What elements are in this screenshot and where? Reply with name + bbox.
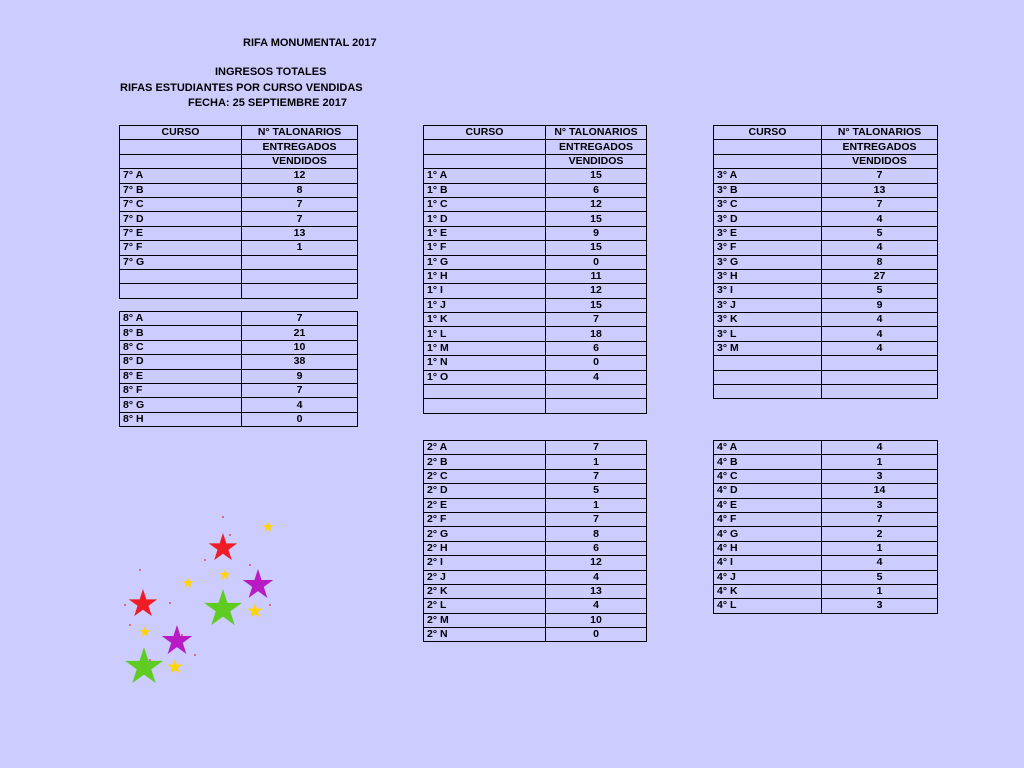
curso-cell: 3° H <box>714 269 822 283</box>
curso-cell: 3° D <box>714 212 822 226</box>
vendidos-cell: 3 <box>822 599 938 613</box>
curso-cell: 4° J <box>714 570 822 584</box>
vendidos-cell: 14 <box>822 484 938 498</box>
purple-star-icon <box>243 569 273 598</box>
curso-cell: 4° G <box>714 527 822 541</box>
vendidos-cell: 10 <box>546 613 647 627</box>
vendidos-cell: 8 <box>546 527 647 541</box>
vendidos-cell: 7 <box>822 512 938 526</box>
table-header <box>714 126 938 169</box>
table-row <box>424 484 647 498</box>
vendidos-cell: 7 <box>546 441 647 455</box>
curso-cell <box>714 356 822 370</box>
vendidos-cell: 7 <box>242 197 358 211</box>
table-row <box>714 169 938 183</box>
table-row <box>714 584 938 598</box>
entregados-header: ENTREGADOS <box>546 140 647 154</box>
table-row <box>424 197 647 211</box>
curso-cell: 1° K <box>424 313 546 327</box>
curso-cell: 1° C <box>424 197 546 211</box>
table-row <box>714 327 938 341</box>
curso-header: CURSO <box>424 126 546 140</box>
vendidos-cell: 12 <box>546 284 647 298</box>
curso-cell: 1° E <box>424 226 546 240</box>
yellow-star-icon <box>182 577 193 588</box>
curso-cell: 8° F <box>120 383 242 397</box>
table-row <box>714 313 938 327</box>
vendidos-cell: 11 <box>546 269 647 283</box>
curso-cell: 8° G <box>120 398 242 412</box>
curso-cell: 2° I <box>424 556 546 570</box>
vendidos-cell: 5 <box>822 284 938 298</box>
curso-cell: 3° F <box>714 241 822 255</box>
vendidos-cell: 12 <box>546 556 647 570</box>
vendidos-cell: 3 <box>822 498 938 512</box>
table-row <box>714 370 938 384</box>
vendidos-cell: 4 <box>546 599 647 613</box>
vendidos-cell: 1 <box>546 455 647 469</box>
red-star-icon <box>209 533 238 560</box>
vendidos-cell: 12 <box>242 169 358 183</box>
curso-cell: 3° K <box>714 313 822 327</box>
table-row <box>424 455 647 469</box>
table-row <box>424 385 647 399</box>
curso-cell: 8° H <box>120 412 242 426</box>
curso-cell: 1° B <box>424 183 546 197</box>
vendidos-cell <box>546 385 647 399</box>
table-row <box>424 169 647 183</box>
table-row <box>120 226 358 240</box>
vendidos-cell: 4 <box>242 398 358 412</box>
curso-cell: 3° C <box>714 197 822 211</box>
table-row <box>424 441 647 455</box>
stars-decoration <box>110 505 310 705</box>
table-row <box>424 599 647 613</box>
vendidos-cell: 7 <box>546 512 647 526</box>
curso-cell: 1° H <box>424 269 546 283</box>
purple-star-icon <box>162 625 192 654</box>
curso-cell: 1° A <box>424 169 546 183</box>
table-body <box>424 169 647 414</box>
table-row <box>424 298 647 312</box>
sparkle-dots <box>124 516 271 661</box>
curso-cell: 2° N <box>424 628 546 642</box>
yellow-star-icon <box>219 569 230 580</box>
empty-cell <box>120 140 242 154</box>
vendidos-cell: 1 <box>822 541 938 555</box>
table-row <box>120 212 358 226</box>
curso-cell: 4° B <box>714 455 822 469</box>
vendidos-cell: 0 <box>546 255 647 269</box>
curso-cell: 3° M <box>714 341 822 355</box>
table-body <box>424 441 647 642</box>
curso-cell: 7° B <box>120 183 242 197</box>
talonarios-header: N° TALONARIOS <box>546 126 647 140</box>
curso-cell: 8° B <box>120 326 242 340</box>
curso-cell: 4° E <box>714 498 822 512</box>
table-row <box>120 169 358 183</box>
table-row <box>714 385 938 399</box>
vendidos-cell <box>822 370 938 384</box>
table-row <box>424 341 647 355</box>
talonarios-header: N° TALONARIOS <box>242 126 358 140</box>
table-row <box>714 226 938 240</box>
table-row <box>424 284 647 298</box>
vendidos-cell: 7 <box>242 312 358 326</box>
curso-cell: 7° F <box>120 241 242 255</box>
vendidos-cell: 4 <box>822 556 938 570</box>
table-row <box>424 556 647 570</box>
table-row <box>424 241 647 255</box>
curso-cell <box>424 399 546 413</box>
curso-cell: 3° L <box>714 327 822 341</box>
curso-cell: 2° F <box>424 512 546 526</box>
table-row <box>424 313 647 327</box>
table-row <box>714 197 938 211</box>
table-row <box>714 255 938 269</box>
curso-cell: 1° I <box>424 284 546 298</box>
vendidos-cell: 7 <box>546 313 647 327</box>
vendidos-header: VENDIDOS <box>822 154 938 168</box>
curso-cell: 2° M <box>424 613 546 627</box>
vendidos-cell: 6 <box>546 541 647 555</box>
table-header <box>120 126 358 169</box>
curso-cell: 3° I <box>714 284 822 298</box>
table-row <box>714 183 938 197</box>
table-row <box>714 341 938 355</box>
curso-cell: 4° I <box>714 556 822 570</box>
table-row <box>120 269 358 283</box>
vendidos-cell: 1 <box>546 498 647 512</box>
table-row <box>714 570 938 584</box>
table-grade1 <box>423 125 647 414</box>
vendidos-cell: 7 <box>546 469 647 483</box>
table-row <box>120 197 358 211</box>
table-row <box>120 255 358 269</box>
vendidos-header: VENDIDOS <box>242 154 358 168</box>
vendidos-cell: 9 <box>242 369 358 383</box>
vendidos-cell: 27 <box>822 269 938 283</box>
vendidos-cell: 4 <box>822 212 938 226</box>
table-row <box>120 355 358 369</box>
vendidos-cell: 21 <box>242 326 358 340</box>
empty-cell <box>714 140 822 154</box>
curso-cell: 4° K <box>714 584 822 598</box>
yellow-star-icon <box>262 521 273 532</box>
curso-cell: 4° L <box>714 599 822 613</box>
vendidos-cell: 15 <box>546 241 647 255</box>
table-grade4 <box>713 440 938 614</box>
vendidos-cell: 15 <box>546 298 647 312</box>
curso-cell: 1° O <box>424 370 546 384</box>
vendidos-header: VENDIDOS <box>546 154 647 168</box>
curso-cell <box>120 284 242 298</box>
vendidos-cell: 8 <box>242 183 358 197</box>
vendidos-cell: 13 <box>546 584 647 598</box>
vendidos-cell: 4 <box>822 327 938 341</box>
table-row <box>714 484 938 498</box>
curso-cell: 8° A <box>120 312 242 326</box>
vendidos-cell <box>822 385 938 399</box>
table-row <box>120 312 358 326</box>
table-row <box>120 241 358 255</box>
table-row <box>714 498 938 512</box>
vendidos-cell: 10 <box>242 340 358 354</box>
vendidos-cell: 4 <box>546 570 647 584</box>
vendidos-cell: 13 <box>822 183 938 197</box>
curso-cell: 8° D <box>120 355 242 369</box>
entregados-header: ENTREGADOS <box>242 140 358 154</box>
table-row <box>714 241 938 255</box>
curso-cell: 3° A <box>714 169 822 183</box>
table-body <box>714 169 938 399</box>
red-star-icon <box>129 589 158 616</box>
table-row <box>424 212 647 226</box>
curso-cell <box>424 385 546 399</box>
vendidos-cell: 13 <box>242 226 358 240</box>
table-row <box>714 298 938 312</box>
curso-cell: 3° E <box>714 226 822 240</box>
table-row <box>120 340 358 354</box>
curso-header: CURSO <box>120 126 242 140</box>
vendidos-cell <box>242 269 358 283</box>
curso-cell: 7° D <box>120 212 242 226</box>
table-row <box>714 356 938 370</box>
vendidos-cell: 8 <box>822 255 938 269</box>
curso-cell: 1° J <box>424 298 546 312</box>
vendidos-cell: 7 <box>242 212 358 226</box>
table-grade8 <box>119 311 358 427</box>
curso-cell: 2° G <box>424 527 546 541</box>
curso-cell: 2° A <box>424 441 546 455</box>
curso-cell: 1° N <box>424 356 546 370</box>
table-row <box>714 469 938 483</box>
green-star-icon <box>125 647 163 683</box>
table-row <box>424 356 647 370</box>
header-description: RIFAS ESTUDIANTES POR CURSO VENDIDAS <box>120 82 363 94</box>
table-row <box>714 441 938 455</box>
table-row <box>424 584 647 598</box>
vendidos-cell <box>822 356 938 370</box>
table-row <box>424 269 647 283</box>
table-row <box>714 455 938 469</box>
empty-cell <box>120 154 242 168</box>
vendidos-cell: 2 <box>822 527 938 541</box>
yellow-star-icon <box>167 659 182 673</box>
table-row <box>120 284 358 298</box>
vendidos-cell <box>242 255 358 269</box>
vendidos-cell: 6 <box>546 341 647 355</box>
empty-cell <box>424 140 546 154</box>
table-row <box>424 541 647 555</box>
vendidos-cell: 9 <box>822 298 938 312</box>
curso-cell: 7° G <box>120 255 242 269</box>
green-star-icon <box>204 589 242 625</box>
vendidos-cell: 0 <box>242 412 358 426</box>
vendidos-cell: 4 <box>822 241 938 255</box>
table-row <box>424 399 647 413</box>
table-row <box>424 183 647 197</box>
empty-cell <box>714 154 822 168</box>
table-row <box>424 628 647 642</box>
vendidos-cell: 6 <box>546 183 647 197</box>
table-row <box>120 369 358 383</box>
table-row <box>120 398 358 412</box>
vendidos-cell: 15 <box>546 169 647 183</box>
curso-cell: 7° E <box>120 226 242 240</box>
table-body <box>120 312 358 427</box>
vendidos-cell: 9 <box>546 226 647 240</box>
curso-cell: 2° H <box>424 541 546 555</box>
vendidos-cell: 5 <box>822 570 938 584</box>
curso-cell: 4° D <box>714 484 822 498</box>
vendidos-cell: 0 <box>546 628 647 642</box>
table-body <box>120 169 358 299</box>
table-row <box>424 469 647 483</box>
table-row <box>120 326 358 340</box>
yellow-star-icon <box>139 626 150 637</box>
table-row <box>714 556 938 570</box>
curso-cell: 2° B <box>424 455 546 469</box>
vendidos-cell: 7 <box>822 197 938 211</box>
vendidos-cell <box>242 284 358 298</box>
table-body <box>714 441 938 614</box>
vendidos-cell: 4 <box>822 313 938 327</box>
vendidos-cell: 1 <box>822 584 938 598</box>
table-row <box>714 599 938 613</box>
curso-cell <box>120 269 242 283</box>
vendidos-cell: 5 <box>546 484 647 498</box>
entregados-header: ENTREGADOS <box>822 140 938 154</box>
table-grade7 <box>119 125 358 299</box>
curso-cell: 1° F <box>424 241 546 255</box>
table-row <box>424 255 647 269</box>
table-row <box>424 527 647 541</box>
vendidos-cell: 18 <box>546 327 647 341</box>
vendidos-cell: 12 <box>546 197 647 211</box>
curso-cell: 7° A <box>120 169 242 183</box>
table-row <box>714 269 938 283</box>
table-grade3 <box>713 125 938 399</box>
curso-cell: 8° C <box>120 340 242 354</box>
curso-cell <box>714 370 822 384</box>
vendidos-cell: 4 <box>822 341 938 355</box>
curso-cell: 4° C <box>714 469 822 483</box>
header-subtitle: INGRESOS TOTALES <box>215 66 327 78</box>
curso-cell <box>714 385 822 399</box>
curso-cell: 3° G <box>714 255 822 269</box>
vendidos-cell <box>546 399 647 413</box>
table-row <box>120 183 358 197</box>
vendidos-cell: 4 <box>546 370 647 384</box>
table-row <box>424 370 647 384</box>
table-row <box>424 498 647 512</box>
table-row <box>120 383 358 397</box>
header-date: FECHA: 25 SEPTIEMBRE 2017 <box>188 97 347 109</box>
curso-cell: 1° M <box>424 341 546 355</box>
vendidos-cell: 5 <box>822 226 938 240</box>
vendidos-cell: 0 <box>546 356 647 370</box>
curso-cell: 2° E <box>424 498 546 512</box>
header-title: RIFA MONUMENTAL 2017 <box>243 37 377 49</box>
table-row <box>714 512 938 526</box>
vendidos-cell: 15 <box>546 212 647 226</box>
table-row <box>714 527 938 541</box>
table-row <box>120 412 358 426</box>
curso-cell: 2° L <box>424 599 546 613</box>
vendidos-cell: 1 <box>242 241 358 255</box>
curso-cell: 4° H <box>714 541 822 555</box>
talonarios-header: N° TALONARIOS <box>822 126 938 140</box>
curso-cell: 8° E <box>120 369 242 383</box>
curso-cell: 1° D <box>424 212 546 226</box>
curso-cell: 2° K <box>424 584 546 598</box>
curso-cell: 7° C <box>120 197 242 211</box>
table-row <box>714 541 938 555</box>
curso-cell: 2° D <box>424 484 546 498</box>
table-row <box>424 613 647 627</box>
table-header <box>424 126 647 169</box>
vendidos-cell: 1 <box>822 455 938 469</box>
yellow-star-icon <box>247 603 262 617</box>
table-row <box>424 327 647 341</box>
curso-cell: 1° G <box>424 255 546 269</box>
curso-cell: 3° J <box>714 298 822 312</box>
empty-cell <box>424 154 546 168</box>
curso-cell: 1° L <box>424 327 546 341</box>
curso-cell: 2° J <box>424 570 546 584</box>
table-row <box>714 284 938 298</box>
table-grade2 <box>423 440 647 642</box>
curso-cell: 4° F <box>714 512 822 526</box>
curso-cell: 4° A <box>714 441 822 455</box>
curso-cell: 3° B <box>714 183 822 197</box>
table-row <box>424 226 647 240</box>
vendidos-cell: 4 <box>822 441 938 455</box>
vendidos-cell: 7 <box>822 169 938 183</box>
curso-header: CURSO <box>714 126 822 140</box>
vendidos-cell: 38 <box>242 355 358 369</box>
vendidos-cell: 3 <box>822 469 938 483</box>
curso-cell: 2° C <box>424 469 546 483</box>
table-row <box>714 212 938 226</box>
table-row <box>424 512 647 526</box>
table-row <box>424 570 647 584</box>
vendidos-cell: 7 <box>242 383 358 397</box>
